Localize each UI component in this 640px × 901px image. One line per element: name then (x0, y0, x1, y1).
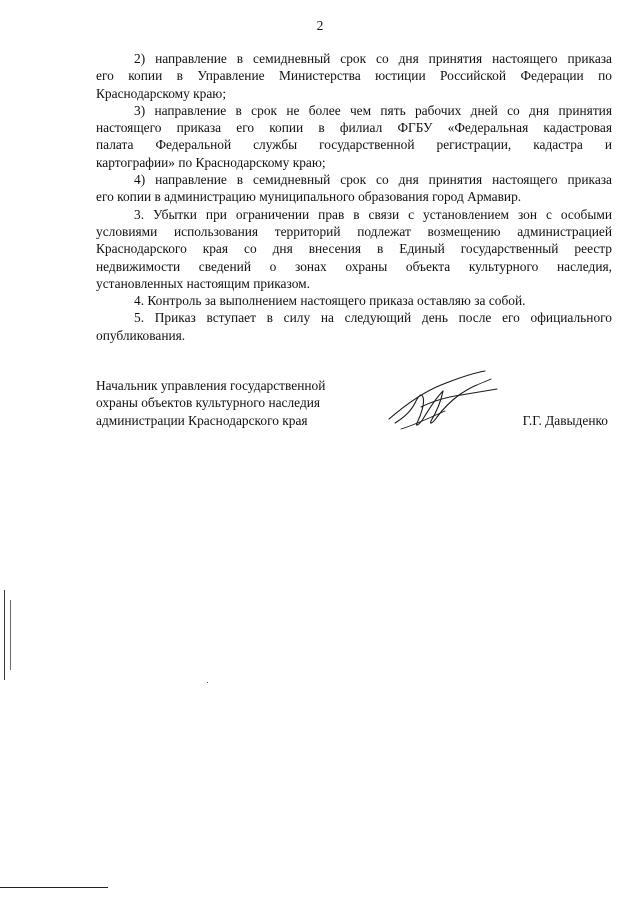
text-line: установленных настоящим приказом. (96, 275, 310, 291)
text-line: 3. Убытки при ограничении прав в связи с установлением зон с особыми (134, 206, 612, 222)
text-line: картографии» по Краснодарскому краю; (96, 154, 326, 170)
signatory-title-line: администрации Краснодарского края (96, 412, 308, 428)
text-line: опубликования. (96, 327, 186, 343)
text-line: настоящего приказа его копии в филиал ФГБУ «Федеральная кадастровая (96, 120, 612, 136)
signatory-title (96, 377, 386, 429)
page-number: 2 (316, 18, 324, 33)
scan-edge-mark (4, 590, 5, 680)
text-line: Краснодарскому краю; (96, 85, 227, 101)
text-line: 4) направление в семидневный срок со дня принятия настоящего приказа (134, 172, 612, 188)
text-line: Краснодарского края со дня внесения в Единый государственный реестр (96, 241, 612, 257)
document-body (96, 50, 612, 344)
signatory-title-line: охраны объектов культурного наследия (96, 395, 321, 411)
signature-block (96, 377, 616, 447)
text-line: условиями использования территорий подлежат возмещению администрацией (96, 223, 612, 239)
paragraph-clause-3 (96, 206, 612, 292)
text-line: его копии в Управление Министерства юстиции Российской Федерации по (96, 68, 612, 84)
paragraph-clause-5 (96, 309, 612, 344)
scan-edge-mark (10, 600, 11, 670)
text-line: палата Федеральной службы государственной регистрации, кадастра и (96, 137, 612, 153)
paragraph-item-2 (96, 50, 612, 102)
scan-speck (207, 682, 208, 683)
paragraph-item-4 (96, 171, 612, 206)
paragraph-clause-4 (96, 292, 612, 309)
signatory-title-line: Начальник управления государственной (96, 378, 326, 393)
text-line: 4. Контроль за выполнением настоящего приказа оставляю за собой. (134, 293, 526, 309)
handwritten-signature (381, 367, 511, 437)
text-line: недвижимости сведений о зонах охраны объекта культурного наследия, (96, 258, 612, 274)
paragraph-item-3 (96, 102, 612, 171)
text-line: 2) направление в семидневный срок со дня принятия настоящего приказа (134, 51, 612, 66)
text-line: 3) направление в срок не более чем пять рабочих дней со дня принятия (134, 102, 612, 118)
text-line: его копии в администрацию муниципального образования город Армавир. (96, 189, 522, 205)
text-line: 5. Приказ вступает в силу на следующий день после его официального (134, 310, 612, 326)
signatory-name: Г.Г. Давыденко (522, 413, 608, 428)
footer-rule (0, 887, 108, 888)
